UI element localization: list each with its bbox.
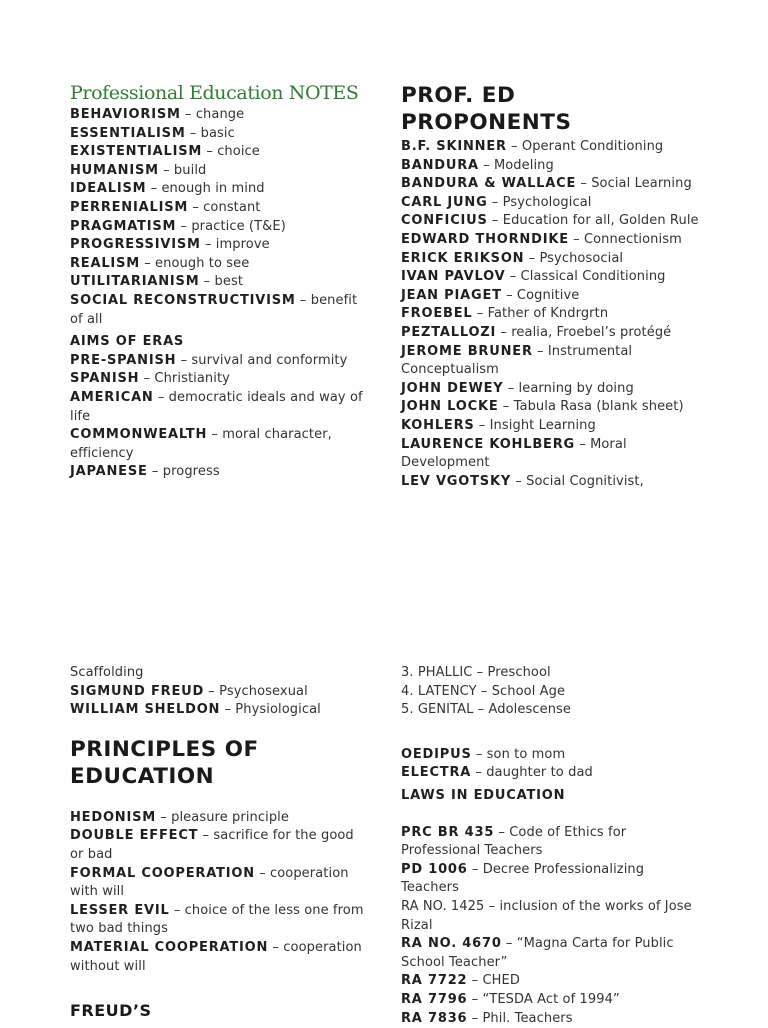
continuation-text: Scaffolding [70,664,368,683]
list-item: EDWARD THORNDIKE – Connectionism [401,231,701,250]
list-item: PERRENIALISM – constant [70,199,368,218]
list-item: JEROME BRUNER – Instrumental Conceptualism [401,343,701,380]
laws-list [401,824,701,1028]
list-item: FROEBEL – Father of Kndrgrtn [401,305,701,324]
list-item: KOHLERS – Insight Learning [401,417,701,436]
list-item: PD 1006 – Decree Professionalizing Teachers [401,861,701,898]
list-item: REALISM – enough to see [70,255,368,274]
list-item: RA 7836 – Phil. Teachers [401,1010,701,1028]
eras-list [70,352,368,482]
list-item: PROGRESSIVISM – improve [70,236,368,255]
list-item: HEDONISM – pleasure principle [70,809,368,828]
list-item: BANDURA & WALLACE – Social Learning [401,175,701,194]
list-item: ESSENTIALISM – basic [70,125,368,144]
list-item: ELECTRA – daughter to dad [401,764,701,783]
list-item: 3. PHALLIC – Preschool [401,664,701,683]
notes-column-left-page2 [70,664,368,1024]
principles-heading: PRINCIPLES OF EDUCATION [70,736,368,790]
notes-column-right-page2 [401,664,701,1028]
list-item: BANDURA – Modeling [401,157,701,176]
list-item: PRE-SPANISH – survival and conformity [70,352,368,371]
list-item: PRAGMATISM – practice (T&E) [70,218,368,237]
laws-heading: LAWS IN EDUCATION [401,787,701,806]
list-item: B.F. SKINNER – Operant Conditioning [401,138,701,157]
freud-heading-cutoff: FREUD’S [70,997,368,1024]
list-item: LEV VGOTSKY – Social Cognitivist, [401,473,701,492]
list-item: ERICK ERIKSON – Psychosocial [401,250,701,269]
complexes-list [401,746,701,783]
list-item: LESSER EVIL – choice of the less one from two bad things [70,902,368,939]
list-item: 5. GENITAL – Adolescense [401,701,701,720]
list-item: BEHAVIORISM – change [70,106,368,125]
list-item: UTILITARIANISM – best [70,273,368,292]
list-item: AMERICAN – democratic ideals and way of life [70,389,368,426]
list-item: RA 7722 – CHED [401,972,701,991]
principles-list [70,809,368,976]
list-item: FORMAL COOPERATION – cooperation with will [70,865,368,902]
list-item: EXISTENTIALISM – choice [70,143,368,162]
list-item: HUMANISM – build [70,162,368,181]
list-item: IVAN PAVLOV – Classical Conditioning [401,268,701,287]
list-item: OEDIPUS – son to mom [401,746,701,765]
freud-stages-list [401,664,701,720]
list-item: RA NO. 1425 – inclusion of the works of Jose Rizal [401,898,701,935]
list-item: DOUBLE EFFECT – sacrifice for the good or bad [70,827,368,864]
list-item: JOHN LOCKE – Tabula Rasa (blank sheet) [401,398,701,417]
list-item: LAURENCE KOHLBERG – Moral Development [401,436,701,473]
list-item: RA NO. 4670 – “Magna Carta for Public School Teacher” [401,935,701,972]
list-item: JOHN DEWEY – learning by doing [401,380,701,399]
aims-heading: AIMS OF ERAS [70,333,368,352]
list-item: JAPANESE – progress [70,463,368,482]
list-item: MATERIAL COOPERATION – cooperation without will [70,939,368,976]
list-item: 4. LATENCY – School Age [401,683,701,702]
list-item: PEZTALLOZI – realia, Froebel’s protégé [401,324,701,343]
list-item: COMMONWEALTH – moral character, efficiency [70,426,368,463]
list-item: PRC BR 435 – Code of Ethics for Professional Teachers [401,824,701,861]
notes-column-left [70,81,368,482]
list-item: CARL JUNG – Psychological [401,194,701,213]
notes-title: Professional Education NOTES [70,81,368,105]
list-item: RA 7796 – “TESDA Act of 1994” [401,991,701,1010]
proponents-heading: PROF. ED PROPONENTS [401,82,701,136]
list-item: SPANISH – Christianity [70,370,368,389]
proponents-list [401,138,701,491]
philosophies-list [70,106,368,329]
list-item: SIGMUND FREUD – Psychosexual [70,683,368,702]
notes-column-right [401,82,701,491]
list-item: WILLIAM SHELDON – Physiological [70,701,368,720]
list-item: JEAN PIAGET – Cognitive [401,287,701,306]
list-item: SOCIAL RECONSTRUCTIVISM – benefit of all [70,292,368,329]
list-item: CONFICIUS – Education for all, Golden Rule [401,212,701,231]
list-item: IDEALISM – enough in mind [70,180,368,199]
